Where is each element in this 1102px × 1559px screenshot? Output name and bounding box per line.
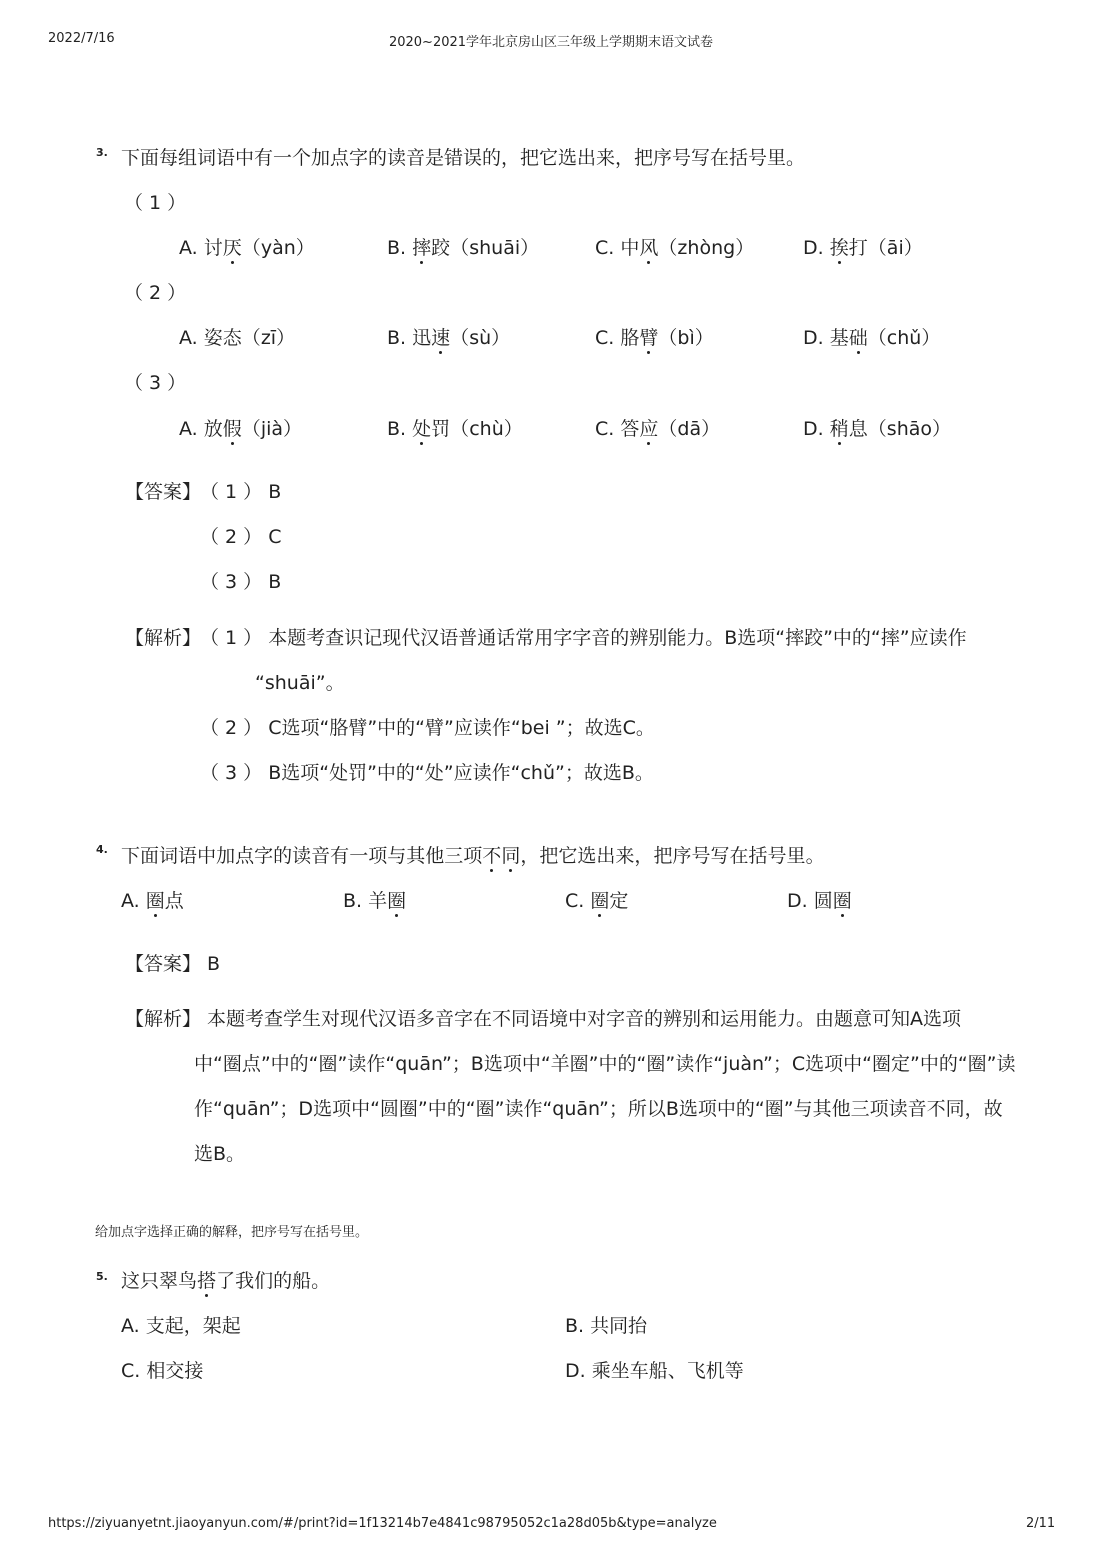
emphasized-character: 处: [412, 418, 432, 440]
q4-option-a[interactable]: A. 圈点: [121, 890, 184, 912]
q4-option-b[interactable]: B. 羊圈: [343, 890, 407, 912]
q3-g2-option-c[interactable]: C. 胳臂（bì）: [595, 327, 714, 349]
q4-option-c[interactable]: C. 圈定: [565, 890, 629, 912]
emphasized-character: 圈: [590, 890, 610, 912]
emphasized-character: 摔: [412, 237, 432, 259]
question-3-number: 3.: [96, 146, 108, 159]
q3-g2-option-a[interactable]: A. 姿态（zī）: [179, 327, 296, 349]
q3-g2-option-d[interactable]: D. 基础（chǔ）: [803, 327, 941, 349]
question-5-stem: 这只翠鸟搭了我们的船。: [121, 1270, 331, 1292]
emphasized-character: 础: [848, 327, 868, 349]
q3-answer-line-3: （ 3 ） B: [200, 571, 282, 593]
print-date: 2022/7/16: [48, 31, 115, 46]
emphasized-character: 圈: [832, 890, 852, 912]
emphasized-character: 不: [482, 845, 502, 867]
q4-answer-tag: 【答案】: [125, 953, 202, 975]
q3-g1-option-d[interactable]: D. 挨打（āi）: [803, 237, 923, 259]
q3-group-2-label: （ 2 ）: [124, 282, 187, 304]
q3-analysis-line-2: “shuāi”。: [255, 672, 345, 694]
q4-answer-value: B: [207, 953, 221, 975]
q3-analysis-line-3: （ 2 ） C选项“胳臂”中的“臂”应读作“bei ”；故选C。: [200, 717, 655, 739]
document-title: 2020~2021学年北京房山区三年级上学期期末语文试卷: [388, 35, 714, 50]
q3-g3-option-d[interactable]: D. 稍息（shāo）: [803, 418, 952, 440]
q4-analysis-line-1: 本题考查学生对现代汉语多音字在不同语境中对字音的辨别和运用能力。由题意可知A选项: [207, 1008, 961, 1030]
emphasized-character: 稍: [829, 418, 849, 440]
q3-g3-option-b[interactable]: B. 处罚（chù）: [387, 418, 523, 440]
emphasized-character: 速: [431, 327, 451, 349]
emphasized-character: 挨: [829, 237, 849, 259]
q5-option-c[interactable]: C. 相交接: [121, 1360, 204, 1382]
q3-g1-option-c[interactable]: C. 中风（zhòng）: [595, 237, 755, 259]
source-url[interactable]: https://ziyuanyetnt.jiaoyanyun.com/#/print?id=1f13214b7e4841c98795052c1a28d05b&type=analyze: [48, 1516, 717, 1531]
question-5-number: 5.: [96, 1270, 108, 1283]
q3-analysis-line-4: （ 3 ） B选项“处罚”中的“处”应读作“chǔ”；故选B。: [200, 762, 654, 784]
q3-analysis-line-1: （ 1 ） 本题考查识记现代汉语普通话常用字字音的辨别能力。B选项“摔跤”中的“摔”应读作: [200, 627, 967, 649]
emphasized-character: 厌: [222, 237, 242, 259]
q4-analysis-tag: 【解析】: [125, 1008, 202, 1030]
q5-option-a[interactable]: A. 支起，架起: [121, 1315, 241, 1337]
emphasized-character: 搭: [197, 1270, 217, 1292]
section-instruction: 给加点字选择正确的解释，把序号写在括号里。: [95, 1225, 369, 1240]
q3-g3-option-a[interactable]: A. 放假（jià）: [179, 418, 303, 440]
q3-answer-line-1: （ 1 ） B: [200, 481, 282, 503]
q3-answer-tag: 【答案】: [125, 481, 202, 503]
q5-option-b[interactable]: B. 共同抬: [565, 1315, 648, 1337]
q4-option-d[interactable]: D. 圆圈: [787, 890, 852, 912]
q3-group-3-label: （ 3 ）: [124, 372, 187, 394]
emphasized-character: 应: [639, 418, 659, 440]
q3-answer-line-2: （ 2 ） C: [200, 526, 282, 548]
q4-analysis-line-3: 作“quān”；D选项中“圆圈”中的“圈”读作“quān”；所以B选项中的“圈”与其他三项读音不同，故: [194, 1098, 1003, 1120]
q3-g1-option-b[interactable]: B. 摔跤（shuāi）: [387, 237, 540, 259]
page-number: 2/11: [1026, 1516, 1056, 1531]
q3-group-1-label: （ 1 ）: [124, 192, 187, 214]
q4-analysis-line-2: 中“圈点”中的“圈”读作“quān”；B选项中“羊圈”中的“圈”读作“juàn”；C选项中“圈定”中的“圈”读: [194, 1053, 1016, 1075]
question-3-stem: 下面每组词语中有一个加点字的读音是错误的，把它选出来，把序号写在括号里。: [121, 147, 806, 169]
q5-option-d[interactable]: D. 乘坐车船、飞机等: [565, 1360, 744, 1382]
q3-g2-option-b[interactable]: B. 迅速（sù）: [387, 327, 511, 349]
emphasized-character: 假: [222, 418, 242, 440]
q3-g1-option-a[interactable]: A. 讨厌（yàn）: [179, 237, 315, 259]
question-4-stem: 下面词语中加点字的读音有一项与其他三项不同，把它选出来，把序号写在括号里。: [121, 845, 825, 867]
emphasized-character: 风: [639, 237, 659, 259]
emphasized-character: 同: [501, 845, 521, 867]
emphasized-character: 圈: [387, 890, 407, 912]
question-4-number: 4.: [96, 843, 108, 856]
q3-g3-option-c[interactable]: C. 答应（dā）: [595, 418, 721, 440]
q3-analysis-tag: 【解析】: [125, 627, 202, 649]
emphasized-character: 臂: [639, 327, 659, 349]
emphasized-character: 圈: [145, 890, 165, 912]
q4-analysis-line-4: 选B。: [194, 1143, 246, 1165]
